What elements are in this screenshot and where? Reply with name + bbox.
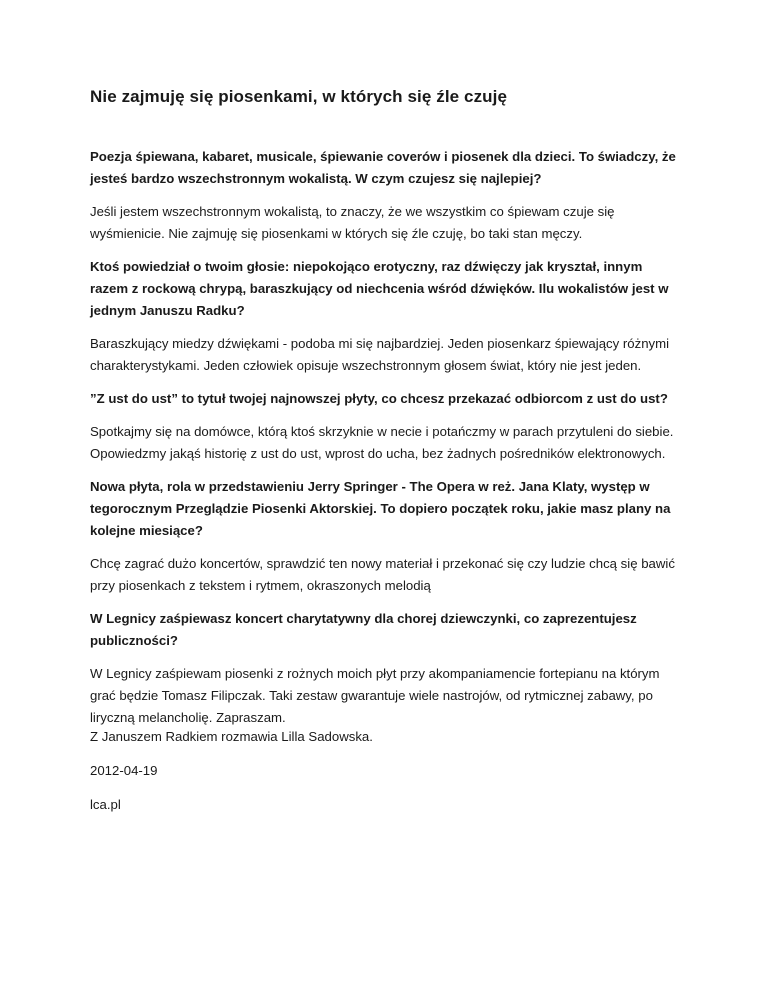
answer-1: Jeśli jestem wszechstronnym wokalistą, to znaczy, że we wszystkim co śpiewam czuje się wyśmienicie. Nie zajmuję się piosenkami w których się źle czuję, bo taki stan męczy. (90, 204, 615, 241)
interview-body (90, 146, 680, 740)
answer-2: Baraszkujący miedzy dźwiękami - podoba mi się najbardziej. Jeden piosenkarz śpiewający różnymi charakterystykami. Jeden człowiek opisuje wszechstronnym głosem świat, który nie jest jeden. (90, 336, 670, 373)
question-1: Poezja śpiewana, kabaret, musicale, śpiewanie coverów i piosenek dla dzieci. To świadczy, że jesteś bardzo wszechstronnym wokalistą. W czym czujesz się najlepiej? (90, 149, 676, 186)
answer-3: Spotkajmy się na domówce, którą ktoś skrzyknie w necie i potańczmy w parach przytuleni do siebie. Opowiedzmy jakąś historię z ust do ust, wprost do ucha, bez żadnych pośredników elektronowych. (90, 424, 674, 461)
article-footer (90, 726, 680, 828)
answer-4: Chcę zagrać dużo koncertów, sprawdzić ten nowy materiał i przekonać się czy ludzie chcą się bawić przy piosenkach z tekstem i rytmem, okraszonych melodią (90, 556, 675, 593)
publication-date: 2012-04-19 (90, 763, 158, 778)
article-title: Nie zajmuję się piosenkami, w których się źle czuję (90, 87, 508, 106)
answer-5: W Legnicy zaśpiewam piosenki z rożnych moich płyt przy akompaniamencie fortepianu na którym grać będzie Tomasz Filipczak. Taki zestaw gwarantuje wiele nastrojów, od rytmicznej zabawy, po liryczną melancholię. Zapraszam. (90, 666, 660, 725)
question-5: W Legnicy zaśpiewasz koncert charytatywny dla chorej dziewczynki, co zaprezentujesz publiczności? (90, 611, 637, 648)
question-4: Nowa płyta, rola w przedstawieniu Jerry Springer - The Opera w reż. Jana Klaty, występ w tegorocznym Przeglądzie Piosenki Aktorskiej. To dopiero początek roku, jakie masz plany na kolejne miesiące? (90, 479, 671, 538)
byline: Z Januszem Radkiem rozmawia Lilla Sadowska. (90, 729, 373, 744)
source-label: lca.pl (90, 797, 121, 812)
question-3: ”Z ust do ust” to tytuł twojej najnowszej płyty, co chcesz przekazać odbiorcom z ust do ust? (90, 391, 668, 406)
question-2: Ktoś powiedział o twoim głosie: niepokojąco erotyczny, raz dźwięczy jak kryształ, innym razem z rockową chrypą, baraszkujący od niechcenia wśród dźwięków. Ilu wokalistów jest w jednym Januszu Radku? (90, 259, 669, 318)
